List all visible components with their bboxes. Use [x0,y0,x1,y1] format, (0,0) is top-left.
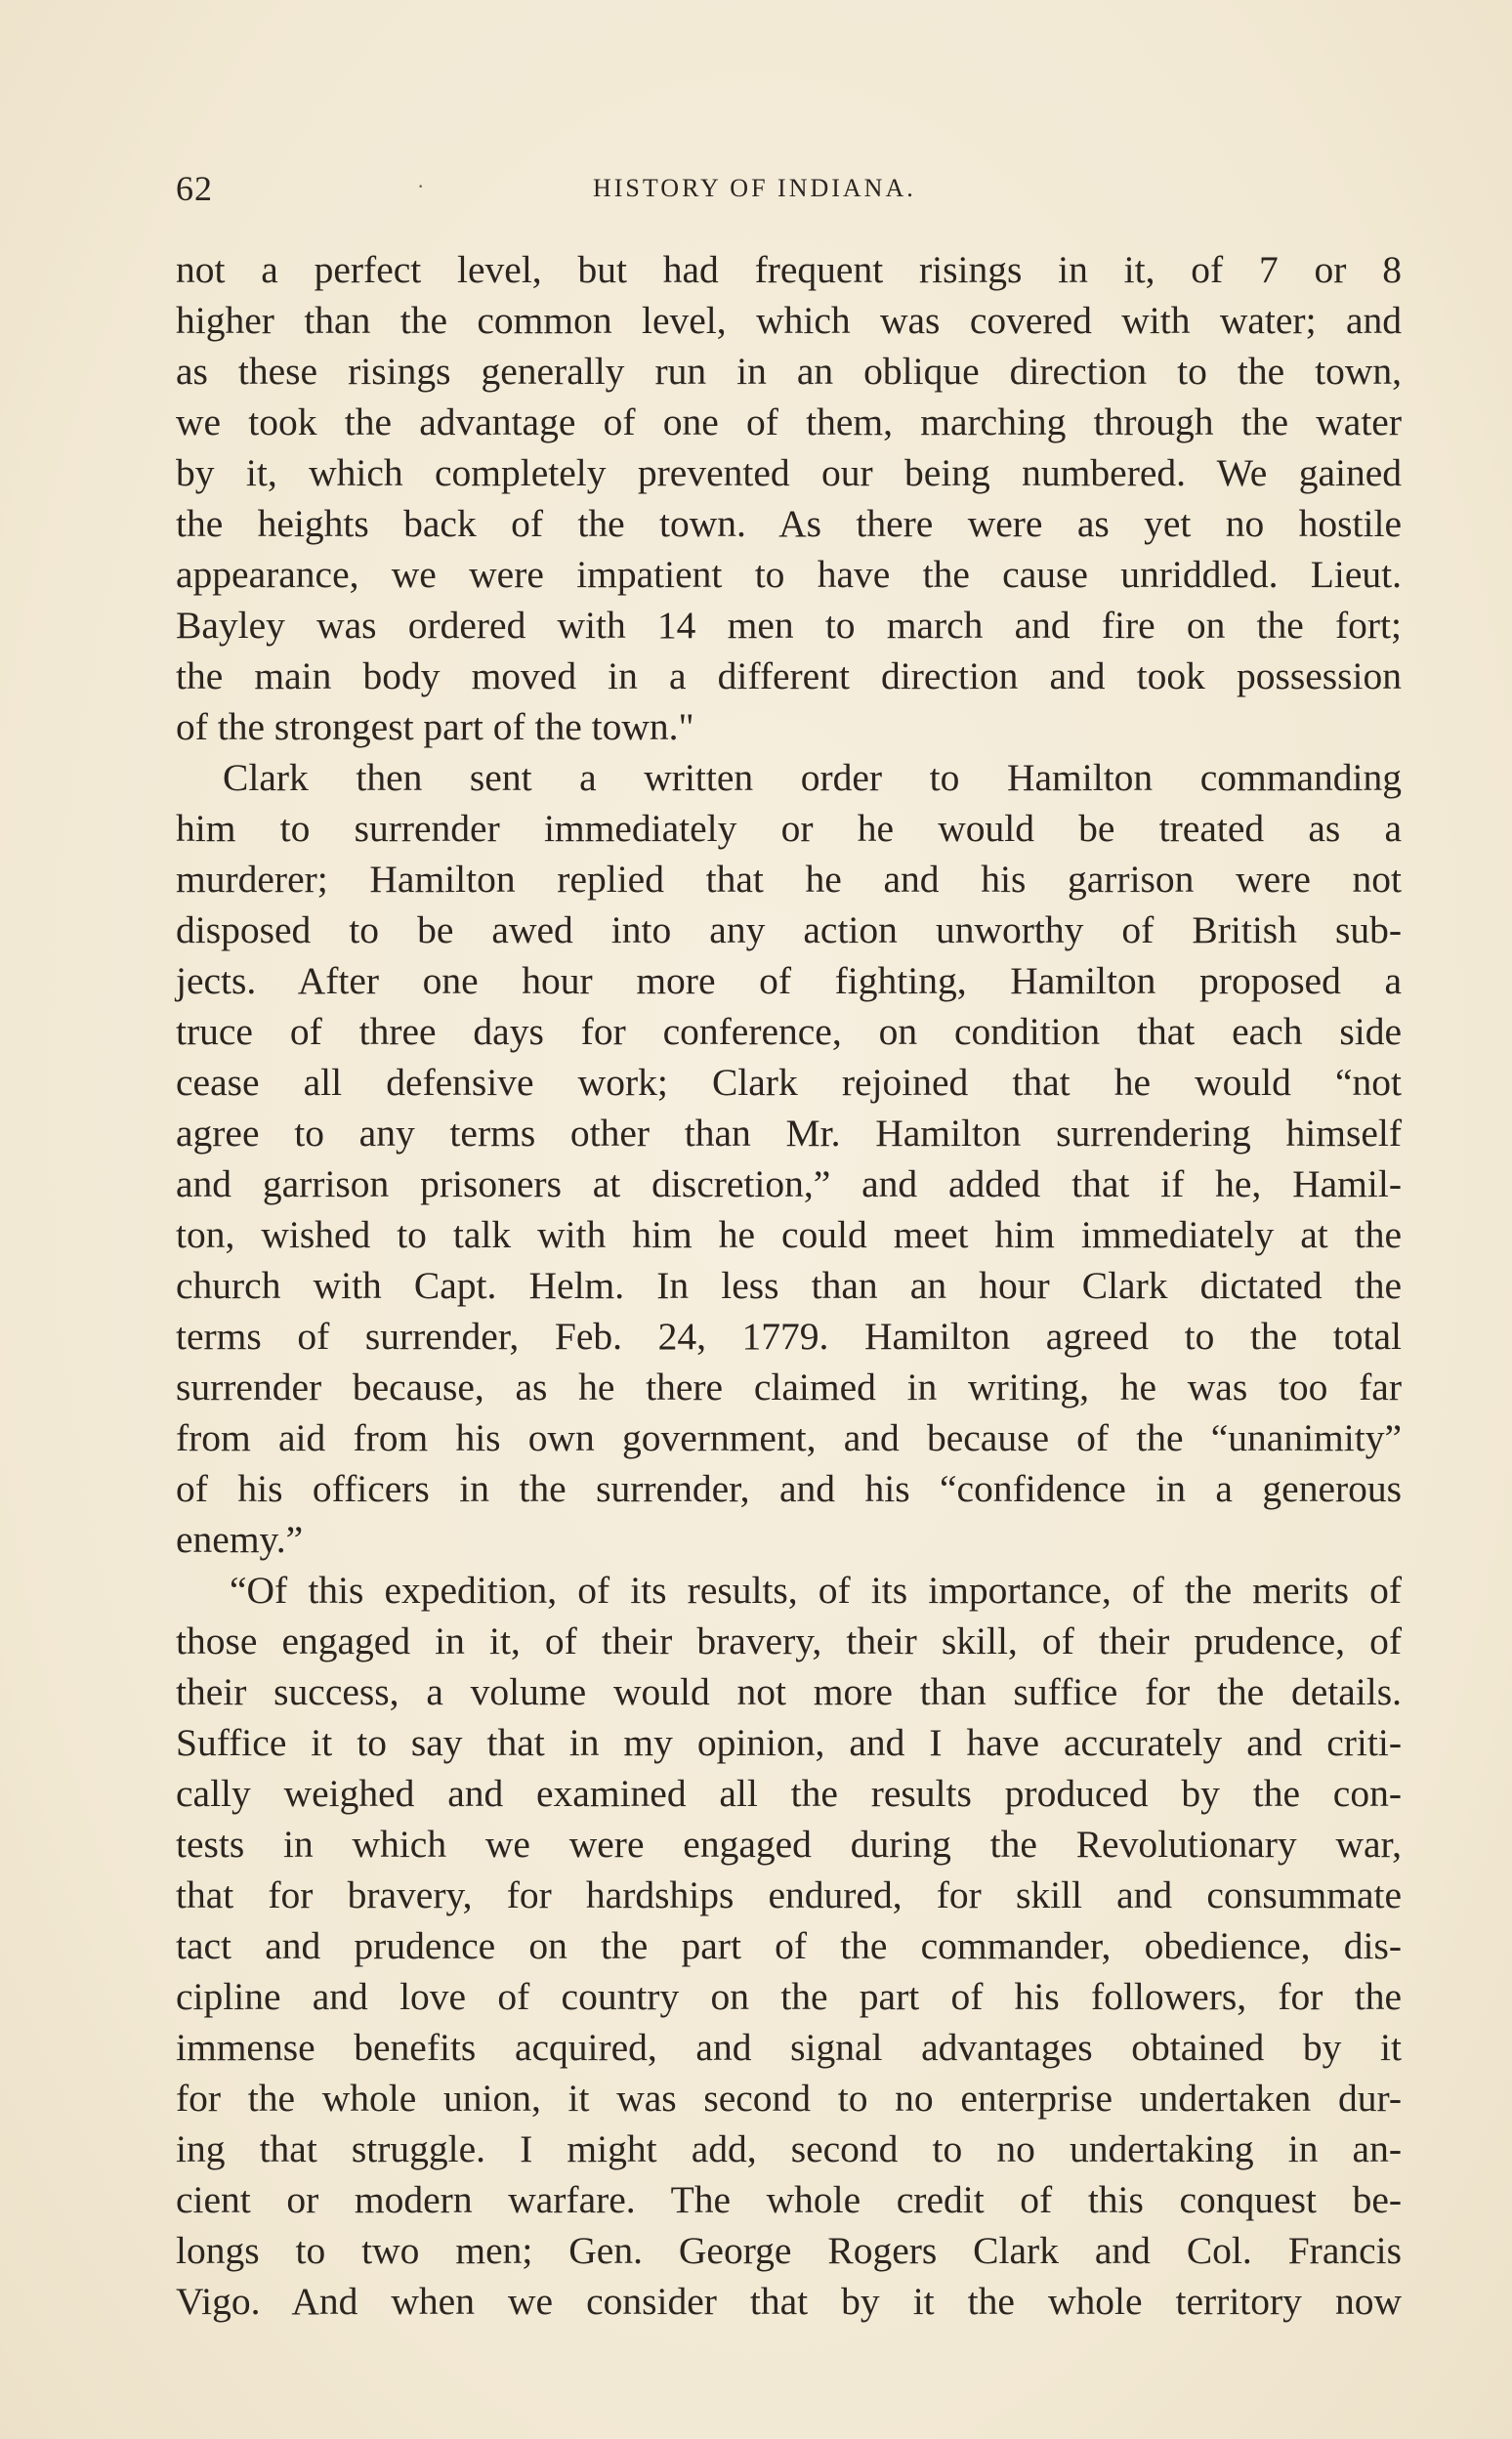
text-line: by it, which completely prevented our being numbered. We gained [176,451,1402,494]
text-line: of the strongest part of the town." [176,705,694,748]
text-line: appearance, we were impatient to have the cause unriddled. Lieut. [176,553,1402,596]
text-line: of his officers in the surrender, and his “confidence in a generous [176,1467,1402,1510]
text-line: and garrison prisoners at discretion,” and added that if he, Hamil- [176,1162,1402,1205]
text-line: for the whole union, it was second to no enterprise undertaken dur- [176,2077,1402,2120]
text-line: the main body moved in a different direction and took possession [176,654,1402,697]
page-number: 62 [176,169,213,208]
text-line: church with Capt. Helm. In less than an hour Clark dictated the [176,1264,1402,1307]
text-line: the heights back of the town. As there were as yet no hostile [176,502,1402,545]
text-line: cally weighed and examined all the results produced by the con- [176,1772,1402,1815]
text-line: higher than the common level, which was covered with water; and [176,299,1402,342]
text-line: those engaged in it, of their bravery, their skill, of their prudence, of [176,1619,1402,1662]
text-line: their success, a volume would not more than suffice for the details. [176,1670,1402,1713]
text-line: surrender because, as he there claimed in writing, he was too far [176,1366,1402,1409]
text-line: murderer; Hamilton replied that he and his garrison were not [176,858,1402,901]
body-text [176,244,1402,2327]
text-line: jects. After one hour more of fighting, Hamilton proposed a [176,959,1402,1002]
text-line: cient or modern warfare. The whole credit of this conquest be- [176,2178,1402,2221]
text-line: not a perfect level, but had frequent risings in it, of 7 or 8 [176,248,1402,291]
text-line: ton, wished to talk with him he could meet him immediately at the [176,1213,1402,1256]
text-line: immense benefits acquired, and signal advantages obtained by it [176,2026,1402,2069]
text-line: as these risings generally run in an oblique direction to the town, [176,350,1402,393]
text-line: cipline and love of country on the part of his followers, for the [176,1975,1402,2018]
text-line: that for bravery, for hardships endured, for skill and consummate [176,1873,1402,1916]
text-line: tests in which we were engaged during the Revolutionary war, [176,1823,1402,1866]
text-line: tact and prudence on the part of the commander, obedience, dis- [176,1924,1402,1967]
page-header [176,168,1402,217]
text-line: enemy.” [176,1518,304,1561]
text-line: Bayley was ordered with 14 men to march and fire on the fort; [176,604,1402,647]
header-separator: · [417,174,425,198]
text-line: him to surrender immediately or he would be treated as a [176,807,1402,850]
text-line: terms of surrender, Feb. 24, 1779. Hamilton agreed to the total [176,1315,1402,1358]
text-line: Vigo. And when we consider that by it the whole territory now [176,2280,1402,2323]
running-head: HISTORY OF INDIANA. [593,174,916,202]
text-line: from aid from his own government, and because of the “unanimity” [176,1416,1402,1459]
paragraph-start-line: “Of this expedition, of its results, of its importance, of the merits of [230,1569,1402,1612]
text-line: truce of three days for conference, on condition that each side [176,1010,1402,1053]
text-line: ing that struggle. I might add, second to no undertaking in an- [176,2127,1402,2170]
text-line: we took the advantage of one of them, marching through the water [176,400,1402,443]
text-line: cease all defensive work; Clark rejoined that he would “not [176,1061,1402,1104]
text-line: agree to any terms other than Mr. Hamilton surrendering himself [176,1112,1402,1155]
text-line: longs to two men; Gen. George Rogers Clark and Col. Francis [176,2229,1402,2272]
text-line: Suffice it to say that in my opinion, and I have accurately and criti- [176,1721,1402,1764]
text-line: disposed to be awed into any action unworthy of British sub- [176,908,1402,951]
paragraph-start-line: Clark then sent a written order to Hamilton commanding [223,756,1402,799]
